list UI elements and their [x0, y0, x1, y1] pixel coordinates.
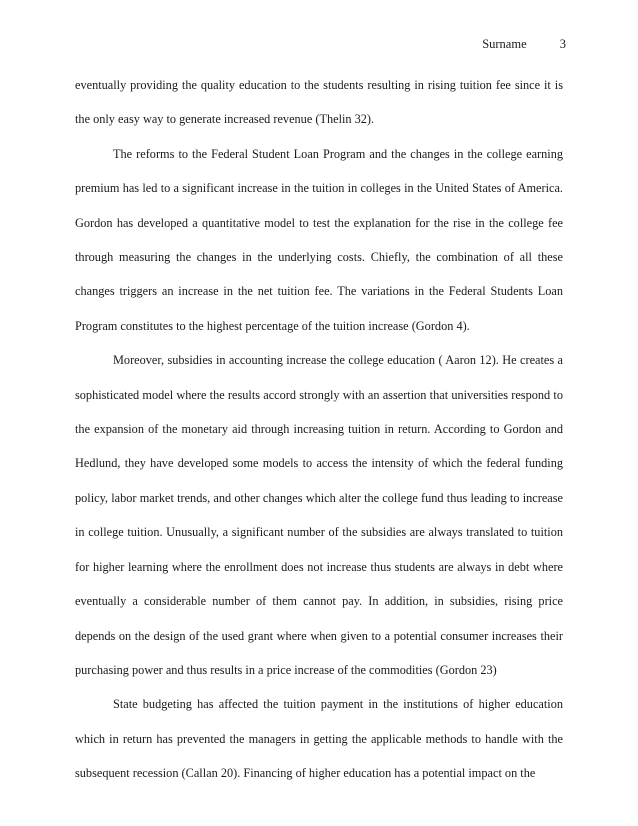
paragraph-continuation: eventually providing the quality education to the students resulting in rising tuition fee since it is the only easy way to generate increased revenue (Thelin 32). — [75, 78, 563, 127]
body-text — [75, 68, 563, 791]
page-number: 3 — [559, 37, 566, 51]
header-surname: Surname — [482, 37, 527, 51]
running-head — [482, 36, 566, 52]
paragraph-subsidies: Moreover, subsidies in accounting increase the college education ( Aaron 12). He creates a sophisticated model where the results accord strongly with an assertion that universities respond to the expansion of the monetary aid through increasing tuition in return. According to Gordon and Hedlund, they have developed some models to access the intensity of which the federal funding policy, labor market trends, and other changes which alter the college fund thus leading to increase in college tuition. Unusually, a significant number of the subsidies are always translated to tuition for higher learning where the enrollment does not increase thus students are always in debt where eventually a considerable number of them cannot pay. In addition, in subsidies, rising price depends on the design of the used grant where when given to a potential consumer increases their purchasing power and thus results in a price increase of the commodities (Gordon 23) — [75, 353, 563, 677]
paragraph-federal-loan-reforms: The reforms to the Federal Student Loan Program and the changes in the college earning premium has led to a significant increase in the tuition in colleges in the United States of America. Gordon has developed a quantitative model to test the explanation for the rise in the college fee through measuring the changes in the underlying costs. Chiefly, the combination of all these changes triggers an increase in the net tuition fee. The variations in the Federal Students Loan Program constitutes to the highest percentage of the tuition increase (Gordon 4). — [75, 146, 563, 333]
paragraph-state-budgeting: State budgeting has affected the tuition payment in the institutions of higher education which in return has prevented the managers in getting the applicable methods to handle with the subsequent recession (Callan 20). Financing of higher education has a potential impact on the — [75, 697, 563, 781]
